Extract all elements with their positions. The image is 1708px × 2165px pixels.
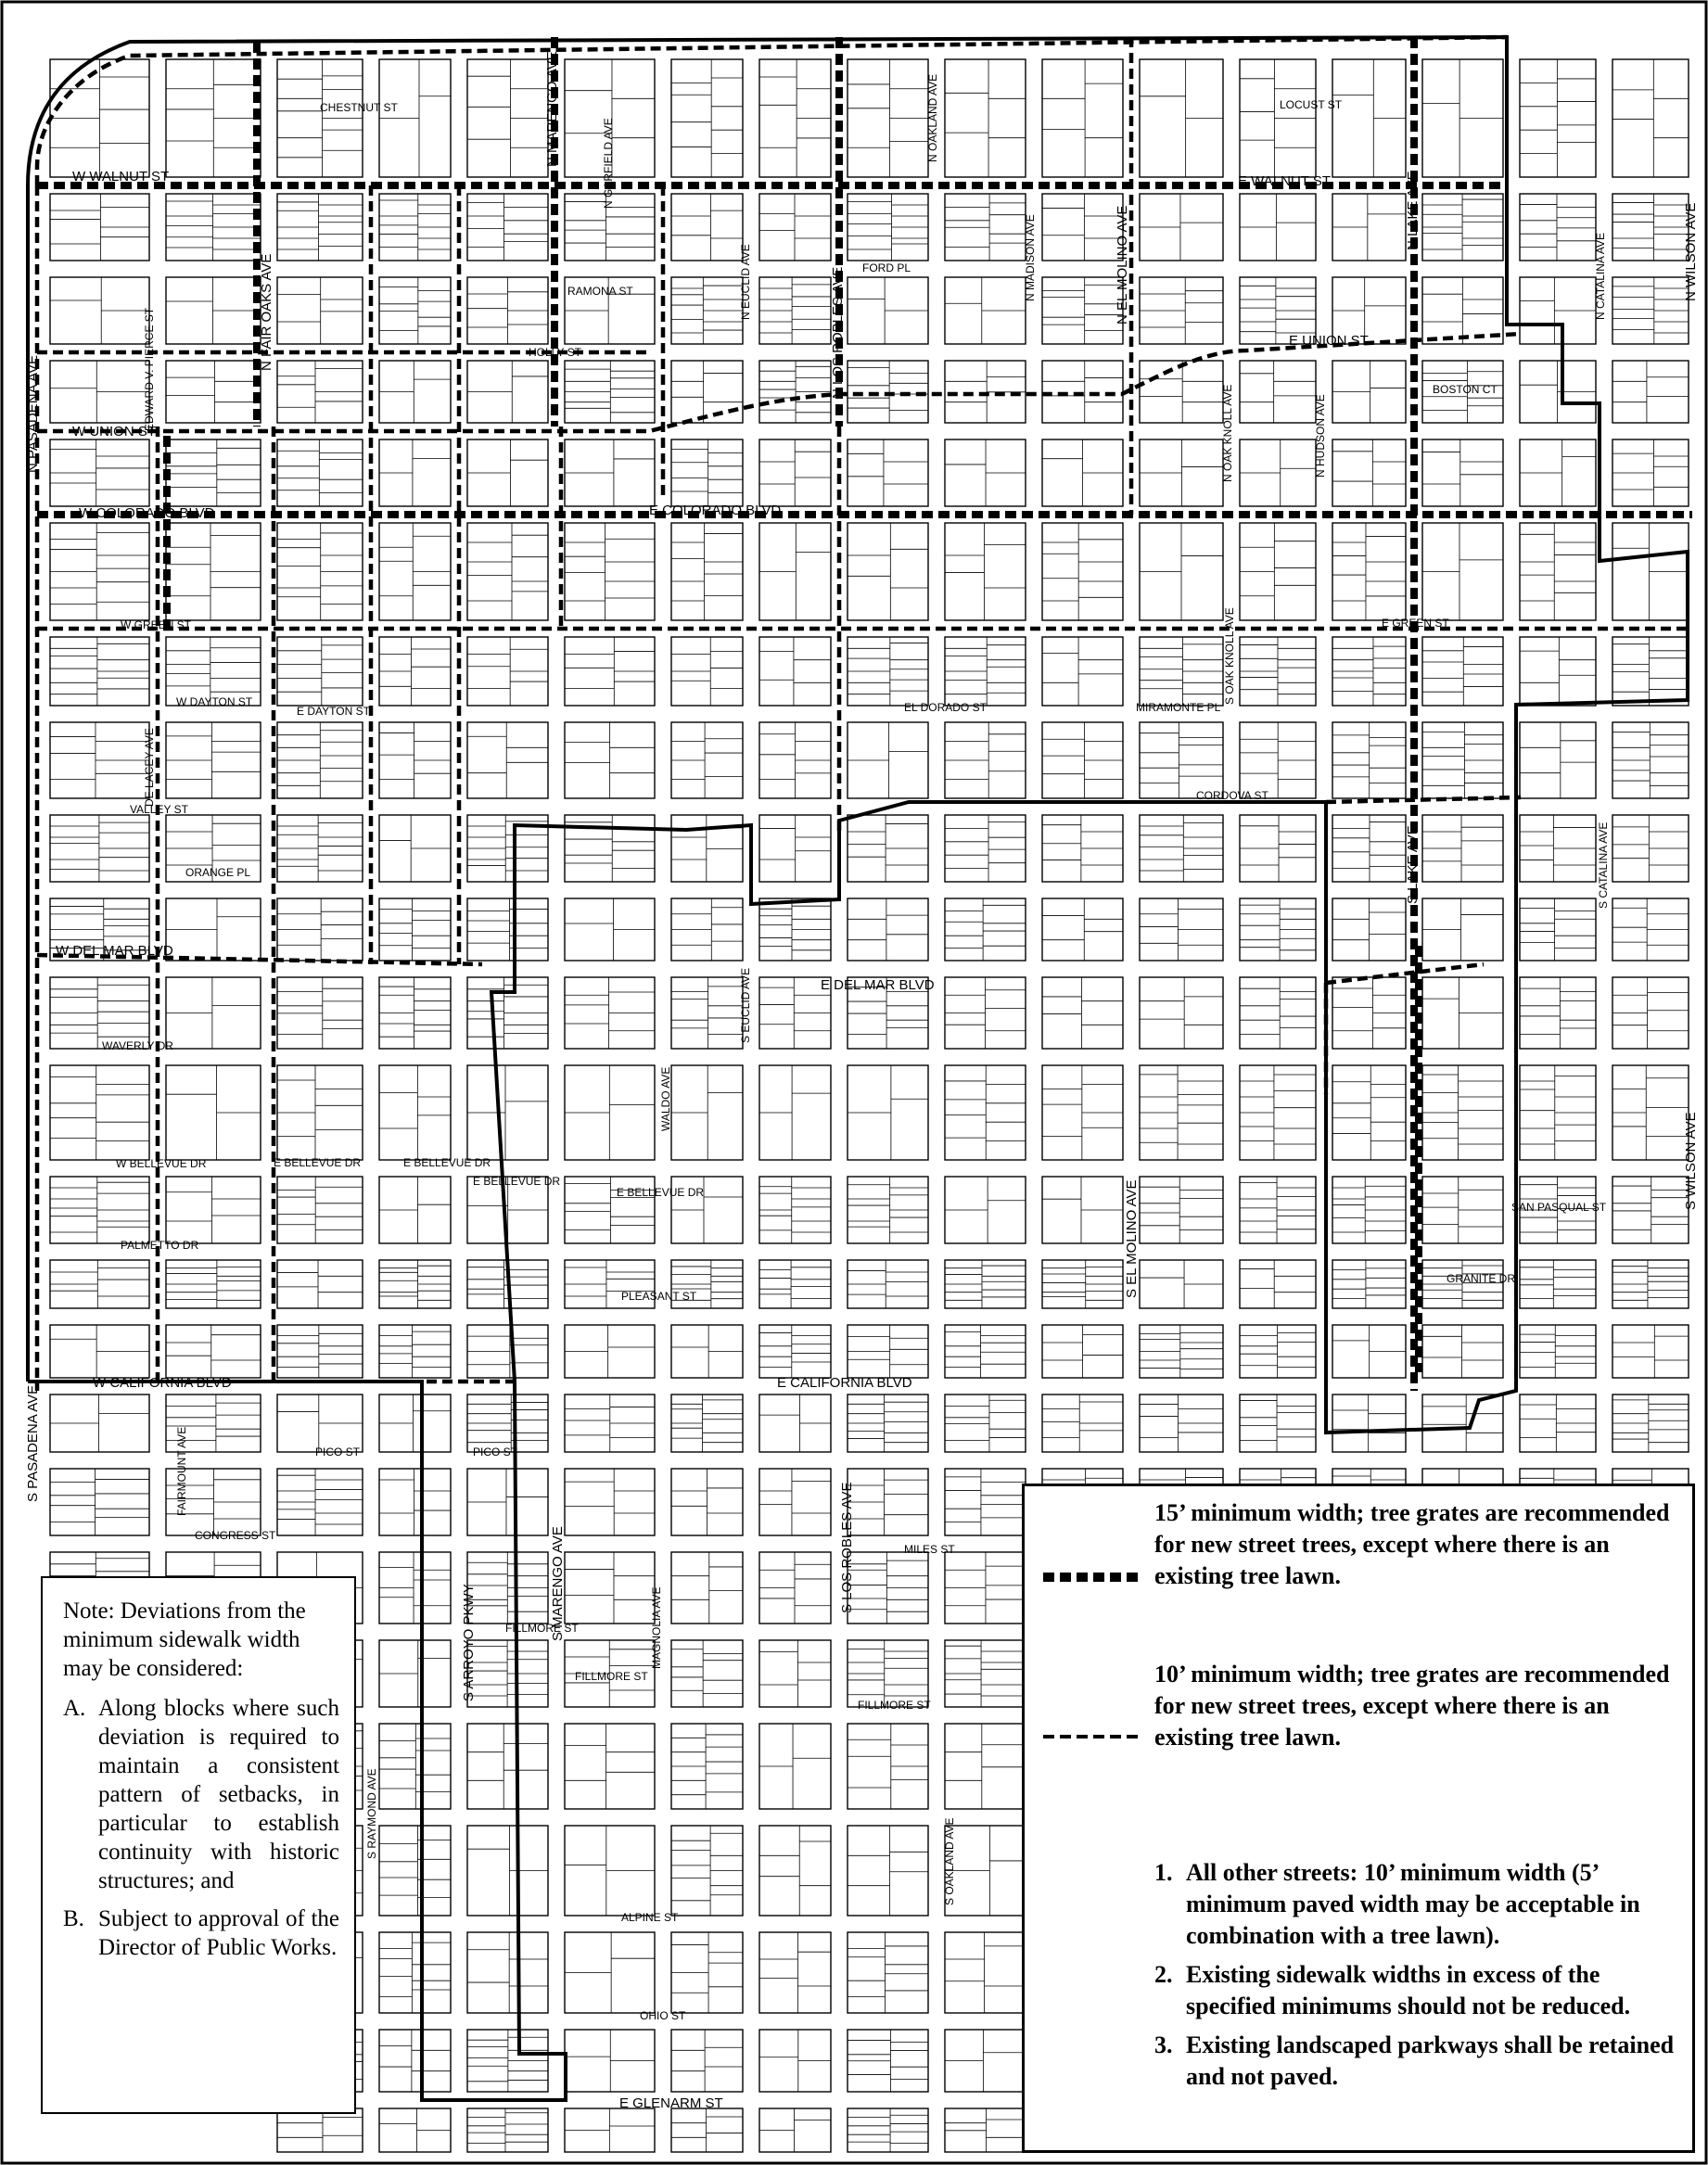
street-label-s-wilson: S WILSON AVE [1683,1112,1699,1210]
street-label-pico-2: PICO ST [473,1445,518,1458]
street-label-n-euclid: N EUCLID AVE [739,244,752,320]
street-label-e-green: E GREEN ST [1382,617,1449,630]
street-label-e-colorado: E COLORADO BLVD [649,503,782,518]
street-label-fairmount: FAIRMOUNT AVE [175,1426,188,1516]
street-label-granite: GRANITE DR [1447,1272,1516,1285]
street-label-n-marengo: N MARENGO AVE [544,51,560,167]
street-label-valley: VALLEY ST [130,803,188,816]
legend-note-text: Existing sidewalk widths in excess of the specified minimums should not be reduced. [1186,1961,1631,2019]
street-label-s-el-molino: S EL MOLINO AVE [1124,1179,1140,1298]
street-label-n-los-robles: N LOS ROBLES AVE [830,266,846,399]
legend-note [1154,2030,1679,2093]
street-label-w-union: W UNION ST [72,424,156,439]
street-label-n-hudson: N HUDSON AVE [1314,394,1327,478]
street-label-e-bellevue-3: E BELLEVUE DR [473,1175,561,1188]
street-label-boston: BOSTON CT [1433,383,1498,396]
street-label-ramona: RAMONA ST [567,285,633,298]
note-item-text: Subject to approval of the Director of Public Works. [98,1906,339,1960]
street-label-e-bellevue-4: E BELLEVUE DR [617,1186,705,1199]
street-label-w-walnut: W WALNUT ST [72,169,170,185]
street-label-miramonte: MIRAMONTE PL [1136,701,1221,714]
street-label-s-los-robles: S LOS ROBLES AVE [839,1482,855,1613]
street-label-orange: ORANGE PL [185,866,251,879]
street-label-w-dayton: W DAYTON ST [176,695,253,708]
street-label-ford: FORD PL [862,261,911,274]
street-label-s-raymond: S RAYMOND AVE [365,1768,378,1859]
street-label-fillmore-3: FILLMORE ST [858,1699,931,1712]
legend-note [1154,1857,1679,1952]
note-item-mark: B. [63,1906,84,1931]
street-label-ohio: OHIO ST [640,2009,686,2022]
street-label-san-pasqual: SAN PASQUAL ST [1511,1201,1607,1214]
legend-note [1154,1959,1679,2022]
note-item [63,1904,339,1962]
street-label-s-marengo: S MARENGO AVE [550,1526,566,1641]
street-label-s-catalina: S CATALINA AVE [1597,821,1610,909]
note-item-mark: A. [63,1696,86,1721]
street-label-s-oakland: S OAKLAND AVE [943,1817,956,1905]
legend-note-num: 3. [1154,2031,1173,2058]
street-label-garfield: N GARFIELD AVE [602,118,615,209]
street-label-e-del-mar: E DEL MAR BLVD [821,977,935,993]
street-label-fillmore-1: FILLMORE ST [505,1622,579,1635]
legend-swatch-15ft [1043,1572,1143,1583]
note-intro: Note: Deviations from the minimum sidewalk width may be considered: [63,1598,306,1681]
street-label-w-california: W CALIFORNIA BLVD [93,1375,232,1391]
street-label-pico-1: PICO ST [315,1445,361,1458]
street-label-e-california: E CALIFORNIA BLVD [777,1375,912,1391]
note-box [41,1576,356,2114]
legend-note-text: Existing landscaped parkways shall be retained and not paved. [1186,2031,1675,2090]
street-label-congress: CONGRESS ST [195,1529,276,1542]
street-label-e-glenarm: E GLENARM ST [619,2095,723,2111]
street-label-e-union: E UNION ST [1289,333,1369,349]
street-label-holly: HOLLY ST [529,346,581,359]
street-label-n-madison: N MADISON AVE [1024,214,1037,301]
legend-text-10ft: 10’ minimum width; tree grates are recommended for new street trees, except where there is an existing tree lawn. [1154,1661,1670,1751]
street-label-w-green: W GREEN ST [121,618,192,631]
street-label-magnolia: MAGNOLIA AVE [650,1586,663,1669]
street-label-n-oak-knoll: N OAK KNOLL AVE [1221,384,1234,482]
street-label-w-del-mar: W DEL MAR BLVD [56,943,173,959]
legend-note-num: 2. [1154,1961,1173,1988]
street-label-w-colorado: W COLORADO BLVD [79,505,215,521]
street-label-s-oak-knoll: S OAK KNOLL AVE [1223,607,1236,705]
street-label-pierce: EDWARD V. PIERCE ST [143,307,156,431]
street-label-fillmore-2: FILLMORE ST [575,1670,648,1683]
note-item-text: Along blocks where such deviation is required to maintain a consistent pattern of setbacks, in particular to establish continuity with historic structures; and [98,1696,339,1893]
street-label-s-arroyo: S ARROYO PKWY [461,1584,477,1701]
street-label-n-catalina: N CATALINA AVE [1594,232,1607,320]
legend-box [1022,1484,1695,2153]
street-label-n-fair-oaks: N FAIR OAKS AVE [259,253,274,371]
street-label-w-bellevue: W BELLEVUE DR [116,1157,207,1170]
street-label-miles: MILES ST [904,1543,955,1556]
street-label-chestnut: CHESTNUT ST [320,101,398,114]
street-label-e-bellevue-1: E BELLEVUE DR [274,1156,362,1169]
legend-notes [1154,1857,1679,2100]
legend-note-text: All other streets: 10’ minimum width (5’ minimum paved width may be acceptable in combination with a tree lawn). [1186,1859,1640,1949]
street-label-palmetto: PALMETTO DR [121,1239,199,1252]
street-label-waldo: WALDO AVE [659,1066,672,1131]
street-label-delacey: DE LACEY AVE [143,728,156,807]
legend-note-num: 1. [1154,1859,1173,1886]
street-label-alpine: ALPINE ST [621,1911,679,1924]
street-label-s-pasadena: S PASADENA AVE [25,1384,41,1502]
note-item [63,1694,339,1895]
legend-swatch-10ft [1043,1731,1143,1742]
street-label-n-pasadena: N PASADENA AVE [25,355,41,473]
street-label-n-oakland: N OAKLAND AVE [926,73,939,162]
street-label-e-dayton: E DAYTON ST [297,705,370,718]
legend-text-15ft: 15’ minimum width; tree grates are recommended for new street trees, except where there is an existing tree lawn. [1154,1499,1670,1589]
street-label-e-bellevue-2: E BELLEVUE DR [403,1156,491,1169]
street-label-locust: LOCUST ST [1280,98,1343,111]
street-label-pleasant: PLEASANT ST [621,1290,697,1303]
street-label-el-dorado: EL DORADO ST [904,701,987,714]
street-label-s-lake: S LAKE AVE [1405,825,1421,904]
street-label-cordova: CORDOVA ST [1196,789,1268,802]
street-label-s-euclid: S EUCLID AVE [739,967,752,1043]
street-label-n-el-molino: N EL MOLINO AVE [1115,205,1130,325]
street-label-n-lake: N LAKE AVE [1405,171,1421,250]
street-label-waverly: WAVERLY DR [102,1039,173,1052]
street-label-e-walnut: E WALNUT ST [1238,173,1332,189]
street-label-n-wilson: N WILSON AVE [1683,202,1699,301]
